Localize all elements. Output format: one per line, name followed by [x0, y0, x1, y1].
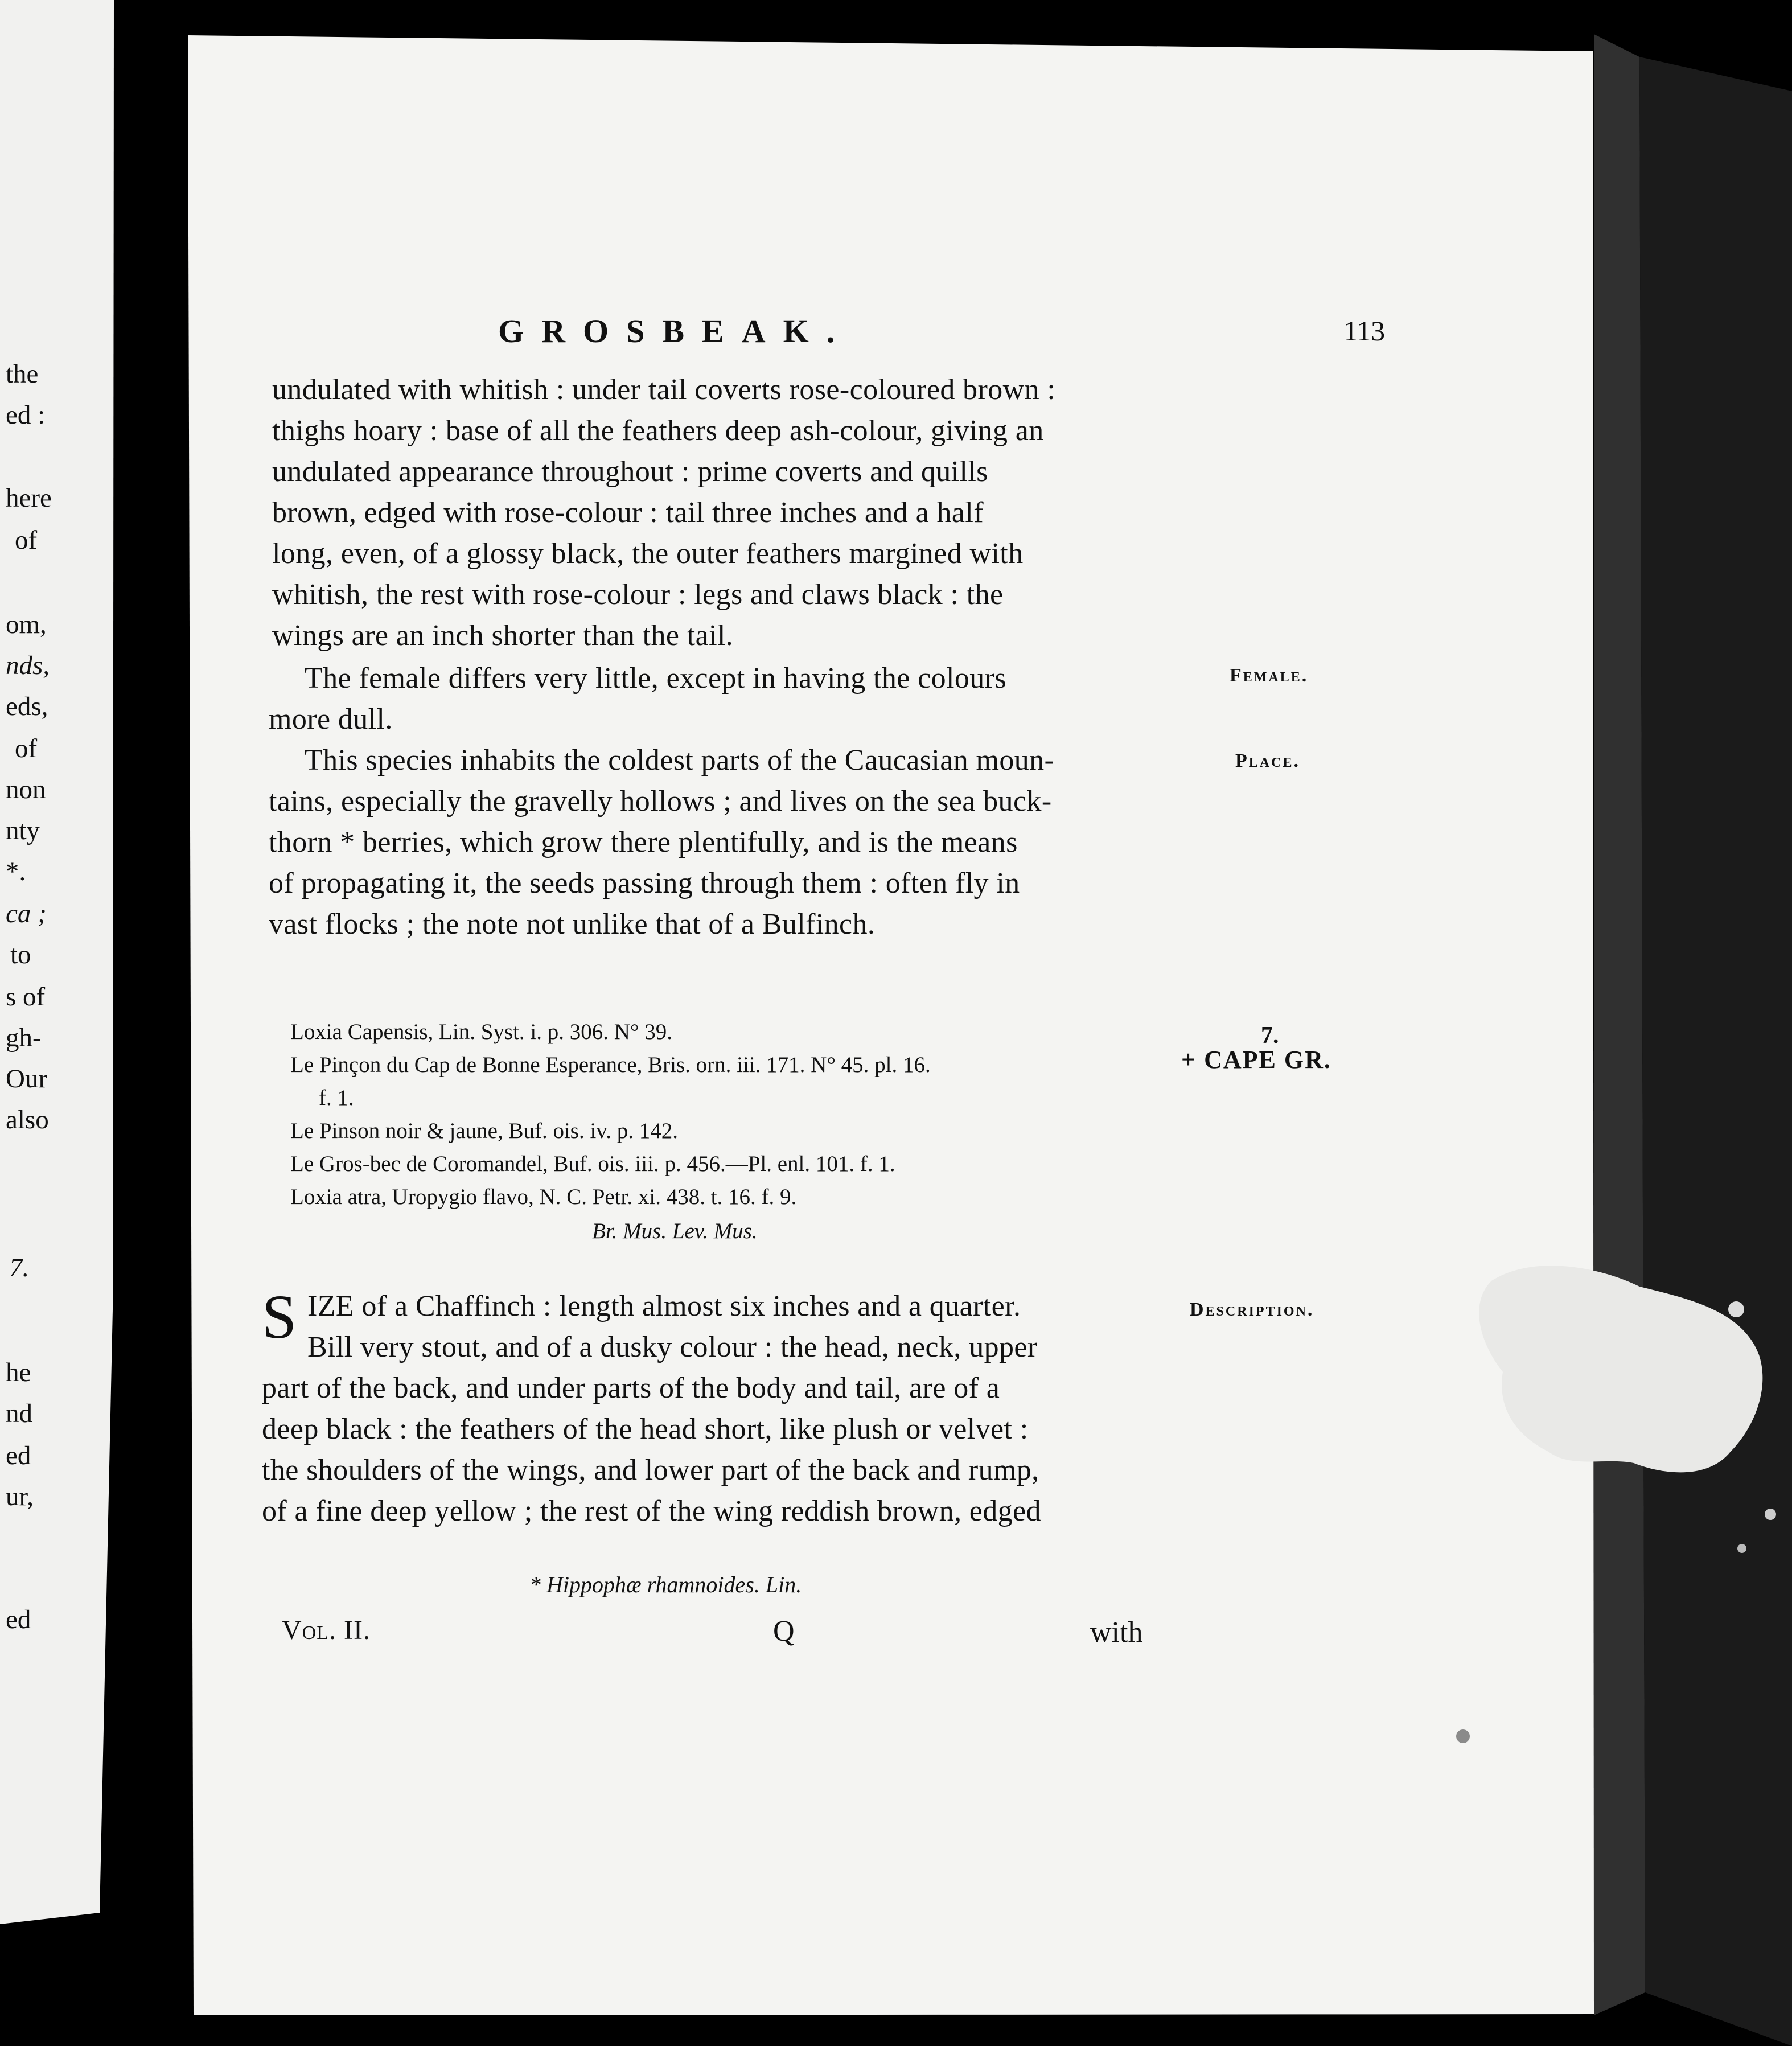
prev-fragment: *. [6, 857, 26, 886]
prev-fragment: eds, [6, 692, 48, 721]
prev-fragment: 7. [9, 1253, 30, 1283]
prev-fragment: here [6, 483, 52, 513]
prev-fragment: ed [6, 1605, 31, 1634]
text-line: brown, edged with rose-colour : tail three inches and a half [272, 496, 984, 529]
synonym-line: Le Gros-bec de Coromandel, Buf. ois. iii. p. 456.—Pl. enl. 101. f. 1. [290, 1152, 895, 1176]
text-line: tains, especially the gravelly hollows ; and lives on the sea buck- [269, 785, 1052, 817]
text-line: part of the back, and under parts of the body and tail, are of a [262, 1372, 1000, 1404]
text-line: more dull. [269, 703, 393, 736]
text-line: undulated appearance throughout : prime coverts and quills [272, 455, 988, 488]
prev-fragment: also [6, 1105, 49, 1135]
text-line: Bill very stout, and of a dusky colour : the head, neck, upper [307, 1331, 1038, 1363]
prev-fragment: Our [6, 1064, 48, 1094]
text-line: deep black : the feathers of the head short, like plush or velvet : [262, 1413, 1029, 1445]
prev-fragment: om, [6, 610, 47, 639]
text-line: This species inhabits the coldest parts of the Caucasian moun- [305, 744, 1055, 777]
prev-fragment: of [15, 525, 38, 555]
prev-fragment: ed : [6, 400, 46, 430]
text-line: thorn * berries, which grow there plentifully, and is the means [269, 826, 1018, 858]
text-line: whitish, the rest with rose-colour : legs and claws black : the [272, 578, 1004, 611]
volume-label: Vol. II. [282, 1615, 371, 1645]
prev-fragment: the [6, 359, 39, 389]
text-line: vast flocks ; the note not unlike that of a Bulfinch. [269, 908, 876, 940]
text-line: of a fine deep yellow ; the rest of the wing reddish brown, edged [262, 1495, 1041, 1527]
prev-fragment: nd [6, 1399, 32, 1428]
prev-fragment: of [15, 734, 38, 763]
page-number: 113 [1343, 315, 1386, 347]
text-line: the shoulders of the wings, and lower part of the back and rump, [262, 1454, 1039, 1486]
prev-fragment: nds, [6, 651, 50, 680]
catchword: with [1090, 1616, 1143, 1649]
prev-fragment: to [10, 940, 31, 969]
prev-fragment: non [6, 775, 46, 804]
margin-label-place: Place. [1235, 750, 1300, 771]
prev-fragment: ur, [6, 1482, 34, 1511]
text-line: wings are an inch shorter than the tail. [272, 619, 734, 652]
running-header-title: GROSBEAK. [498, 313, 853, 350]
prev-fragment: gh- [6, 1023, 42, 1053]
species-number: 7. [1261, 1022, 1279, 1049]
prev-fragment: he [6, 1358, 31, 1387]
text-line: undulated with whitish : under tail coverts rose-coloured brown : [272, 373, 1056, 406]
prev-fragment: ca ; [6, 899, 47, 928]
synonym-line: Br. Mus. Lev. Mus. [592, 1219, 758, 1243]
margin-label-female: Female. [1230, 665, 1309, 686]
text-line: thighs hoary : base of all the feathers deep ash-colour, giving an [272, 414, 1044, 447]
margin-label-description: Description. [1190, 1299, 1314, 1320]
signature-mark: Q [773, 1615, 795, 1648]
text-line: The female differs very little, except in having the colours [305, 662, 1007, 695]
text-line: IZE of a Chaffinch : length almost six inches and a quarter. [307, 1290, 1021, 1322]
prev-fragment: ed [6, 1441, 31, 1470]
synonym-line: Le Pinson noir & jaune, Buf. ois. iv. p. 142. [290, 1119, 679, 1143]
drop-cap: S [262, 1282, 297, 1351]
prev-fragment: nty [6, 816, 40, 845]
prev-fragment: s of [6, 982, 46, 1012]
synonym-line: f. 1. [319, 1086, 354, 1110]
synonym-line: Le Pinçon du Cap de Bonne Esperance, Bris. orn. iii. 171. N° 45. pl. 16. [290, 1053, 931, 1077]
synonym-line: Loxia atra, Uropygio flavo, N. C. Petr. xi. 438. t. 16. f. 9. [290, 1185, 797, 1209]
text-line: long, even, of a glossy black, the outer feathers margined with [272, 537, 1024, 570]
footnote: * Hippophæ rhamnoides. Lin. [529, 1572, 802, 1597]
species-name: + CAPE GR. [1181, 1046, 1331, 1074]
synonym-line: Loxia Capensis, Lin. Syst. i. p. 306. N° 39. [290, 1020, 672, 1044]
text-line: of propagating it, the seeds passing through them : often fly in [269, 867, 1020, 899]
